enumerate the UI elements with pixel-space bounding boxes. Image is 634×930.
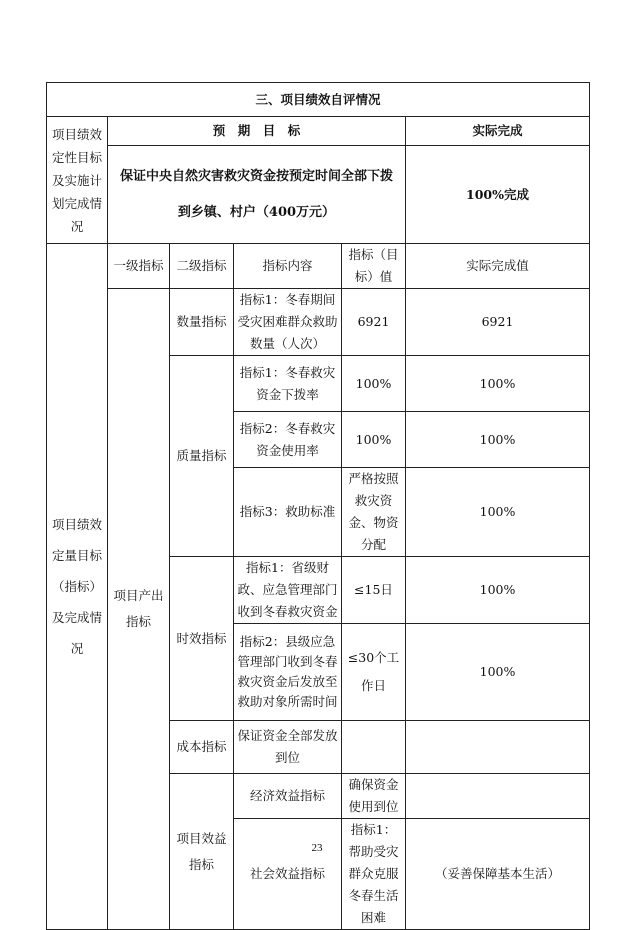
economic-indicator-label: 经济效益指标 bbox=[234, 774, 342, 819]
quality-i3-target: 严格按照救灾资金、物资分配 bbox=[342, 468, 406, 557]
quality-i2-target: 100% bbox=[342, 412, 406, 468]
expected-goal-text: 保证中央自然灾害救灾资金按预定时间全部下拨到乡镇、村户（400万元） bbox=[108, 146, 406, 244]
quality-i1-content: 指标1：冬春救灾资金下拨率 bbox=[234, 356, 342, 412]
actual-completion-text: 100%完成 bbox=[406, 146, 590, 244]
timeliness-i2-actual: 100% bbox=[406, 624, 590, 721]
benefit-indicator-group: 项目效益指标 bbox=[170, 774, 234, 930]
cost-i1-actual bbox=[406, 721, 590, 774]
actual-completion-header: 实际完成 bbox=[406, 117, 590, 146]
quality-i2-actual: 100% bbox=[406, 412, 590, 468]
quality-i1-actual: 100% bbox=[406, 356, 590, 412]
quality-i3-actual: 100% bbox=[406, 468, 590, 557]
header-level2: 二级指标 bbox=[170, 244, 234, 289]
section-title: 三、项目绩效自评情况 bbox=[47, 83, 590, 117]
cost-i1-target bbox=[342, 721, 406, 774]
page-number: 23 bbox=[311, 842, 323, 854]
quality-i3-content: 指标3：救助标准 bbox=[234, 468, 342, 557]
cost-i1-content: 保证资金全部发放到位 bbox=[234, 721, 342, 774]
quality-i2-content: 指标2：冬春救灾资金使用率 bbox=[234, 412, 342, 468]
timeliness-i2-content: 指标2：县级应急管理部门收到冬春救灾资金后发放至救助对象所需时间 bbox=[234, 624, 342, 721]
quality-i1-target: 100% bbox=[342, 356, 406, 412]
cost-indicator-label: 成本指标 bbox=[170, 721, 234, 774]
social-i1-content: 指标1：帮助受灾群众克服冬春生活困难 bbox=[342, 819, 406, 930]
header-actual: 实际完成值 bbox=[406, 244, 590, 289]
timeliness-i1-content: 指标1：省级财政、应急管理部门收到冬春救灾资金 bbox=[234, 557, 342, 624]
social-indicator-label: 社会效益指标 bbox=[234, 819, 342, 930]
timeliness-indicator-label: 时效指标 bbox=[170, 557, 234, 721]
timeliness-i1-target: ≤15日 bbox=[342, 557, 406, 624]
economic-i1-content: 确保资金使用到位 bbox=[342, 774, 406, 819]
quantity-indicator-label: 数量指标 bbox=[170, 289, 234, 356]
goal-row-label: 项目绩效定性目标及实施计划完成情况 bbox=[47, 117, 108, 244]
timeliness-i1-actual: 100% bbox=[406, 557, 590, 624]
performance-table bbox=[46, 82, 590, 930]
quality-indicator-label: 质量指标 bbox=[170, 356, 234, 557]
indicator-row-label: 项目绩效定量目标（指标）及完成情况 bbox=[47, 244, 108, 930]
economic-i1-target bbox=[406, 774, 590, 819]
social-i1-target: （妥善保障基本生活） bbox=[406, 819, 590, 930]
quantity-i1-actual: 6921 bbox=[406, 289, 590, 356]
output-indicator-group: 项目产出指标 bbox=[108, 289, 170, 930]
quantity-i1-target: 6921 bbox=[342, 289, 406, 356]
quantity-i1-content: 指标1：冬春期间受灾困难群众救助数量（人次） bbox=[234, 289, 342, 356]
header-level1: 一级指标 bbox=[108, 244, 170, 289]
header-content: 指标内容 bbox=[234, 244, 342, 289]
header-target: 指标（目标）值 bbox=[342, 244, 406, 289]
expected-goal-header: 预 期 目 标 bbox=[108, 117, 406, 146]
timeliness-i2-target: ≤30个工作日 bbox=[342, 624, 406, 721]
